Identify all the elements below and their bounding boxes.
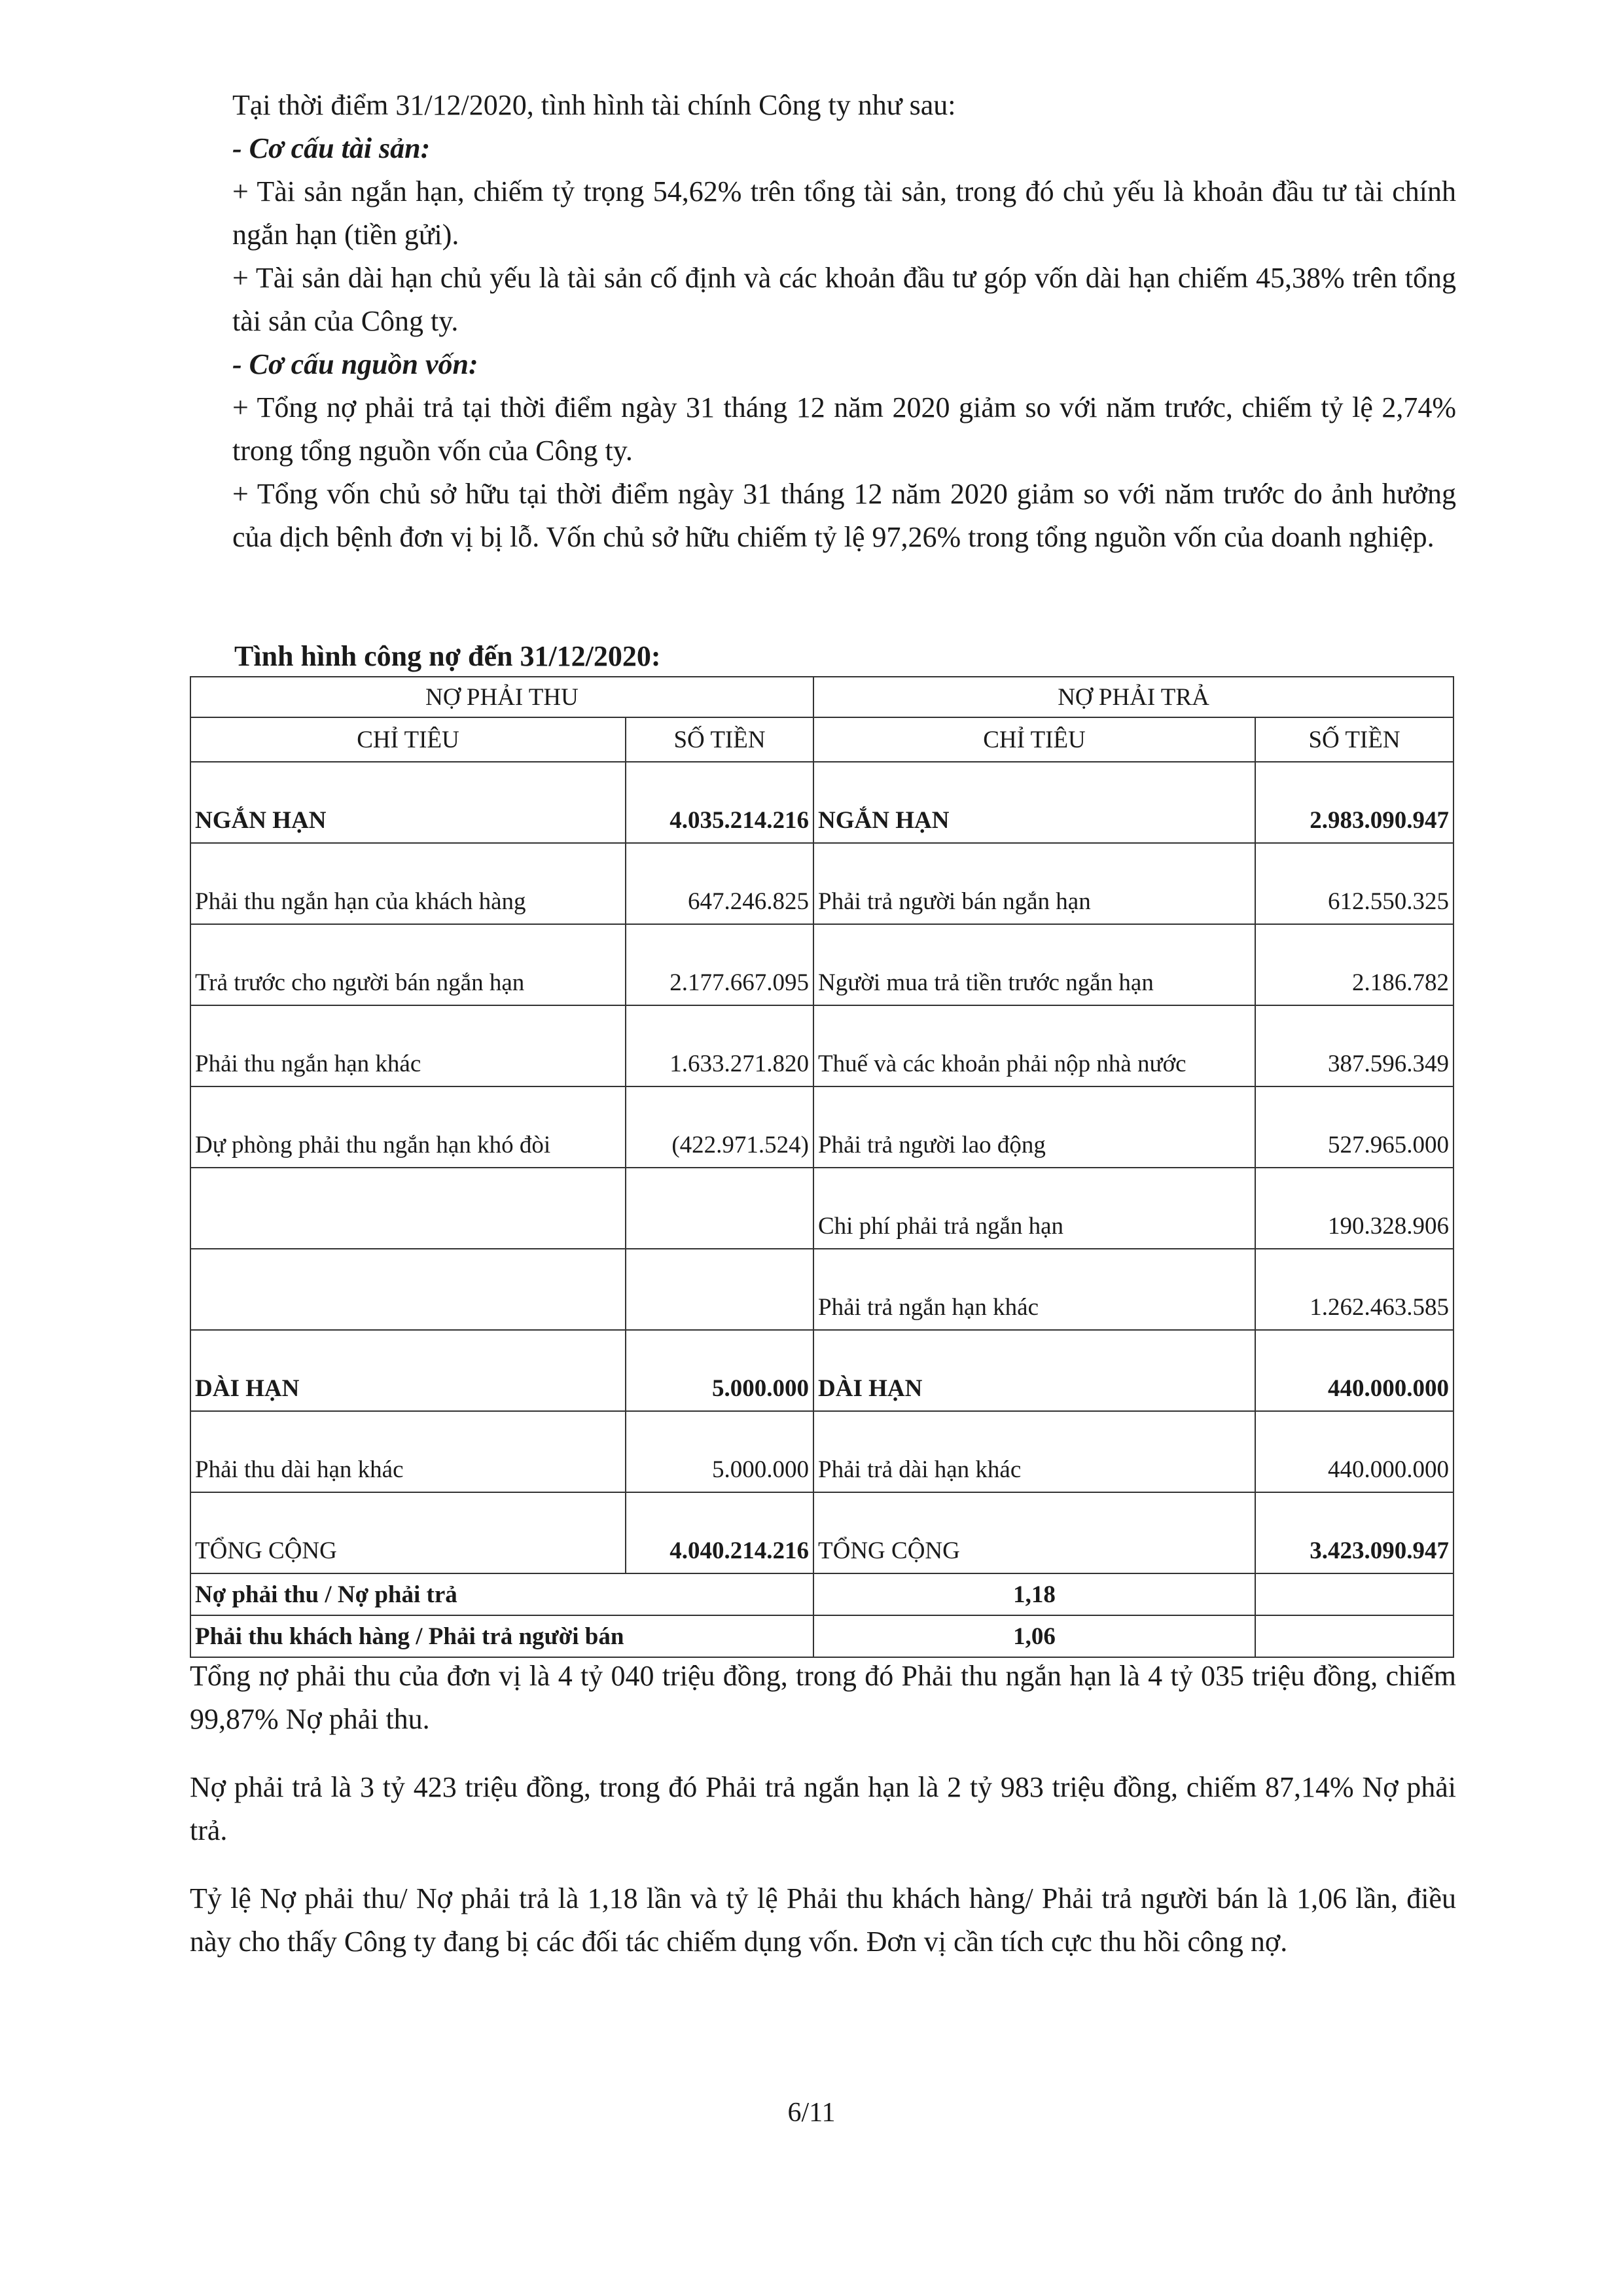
cell: Phải trả người bán ngắn hạn — [813, 843, 1255, 924]
column-header: CHỈ TIÊU — [190, 717, 626, 762]
cell: 190.328.906 — [1255, 1168, 1454, 1249]
summary-section — [190, 1655, 1456, 1988]
cell: Phải trả người lao động — [813, 1086, 1255, 1168]
table-row — [190, 924, 1454, 1005]
cell: Thuế và các khoản phải nộp nhà nước — [813, 1005, 1255, 1086]
receivable-group-header: NỢ PHẢI THU — [190, 677, 813, 717]
summary-paragraph: Tổng nợ phải thu của đơn vị là 4 tỷ 040 triệu đồng, trong đó Phải thu ngắn hạn là 4 tỷ 035 triệu đồng, chiếm 99,87% Nợ phải thu. — [190, 1660, 1456, 1735]
table-row — [190, 843, 1454, 924]
cell: Phải thu dài hạn khác — [190, 1411, 626, 1492]
ratio-label: Nợ phải thu / Nợ phải trả — [190, 1573, 813, 1615]
cell: Dự phòng phải thu ngắn hạn khó đòi — [190, 1086, 626, 1168]
column-header: CHỈ TIÊU — [813, 717, 1255, 762]
asset-item: + Tài sản ngắn hạn, chiếm tỷ trọng 54,62% trên tổng tài sản, trong đó chủ yếu là khoản đầu tư tài chính ngắn hạn (tiền gửi). — [232, 175, 1456, 251]
intro-line: Tại thời điểm 31/12/2020, tình hình tài chính Công ty như sau: — [232, 89, 956, 121]
cell: 647.246.825 — [626, 843, 813, 924]
cell — [626, 1249, 813, 1330]
cell: 440.000.000 — [1255, 1330, 1454, 1411]
table-row — [190, 1005, 1454, 1086]
column-header: SỐ TIỀN — [626, 717, 813, 762]
cell — [626, 1168, 813, 1249]
cell: Phải thu ngắn hạn của khách hàng — [190, 843, 626, 924]
asset-structure-heading: - Cơ cấu tài sản: — [232, 132, 431, 164]
cell: 612.550.325 — [1255, 843, 1454, 924]
summary-paragraph: Nợ phải trả là 3 tỷ 423 triệu đồng, trong đó Phải trả ngắn hạn là 2 tỷ 983 triệu đồng, chiếm 87,14% Nợ phải trả. — [190, 1771, 1456, 1846]
table-row — [190, 1249, 1454, 1330]
table-title: Tình hình công nợ đến 31/12/2020: — [234, 640, 661, 672]
table-column-header — [190, 717, 1454, 762]
column-header: SỐ TIỀN — [1255, 717, 1454, 762]
cell: 1.262.463.585 — [1255, 1249, 1454, 1330]
table-group-header — [190, 677, 1454, 717]
cell — [1255, 1615, 1454, 1657]
ratio-value: 1,18 — [813, 1573, 1255, 1615]
cell: 2.177.667.095 — [626, 924, 813, 1005]
cell: Trả trước cho người bán ngắn hạn — [190, 924, 626, 1005]
cell: (422.971.524) — [626, 1086, 813, 1168]
table-row — [190, 762, 1454, 843]
cell: 4.035.214.216 — [626, 762, 813, 843]
ratio-row — [190, 1573, 1454, 1615]
cell: DÀI HẠN — [813, 1330, 1255, 1411]
asset-item: + Tài sản dài hạn chủ yếu là tài sản cố định và các khoản đầu tư góp vốn dài hạn chiếm 45,38% trên tổng tài sản của Công ty. — [232, 262, 1456, 337]
cell — [1255, 1573, 1454, 1615]
cell: NGẮN HẠN — [190, 762, 626, 843]
cell: Phải trả dài hạn khác — [813, 1411, 1255, 1492]
cell: 2.983.090.947 — [1255, 762, 1454, 843]
capital-structure-heading: - Cơ cấu nguồn vốn: — [232, 348, 478, 380]
cell — [190, 1168, 626, 1249]
debt-table — [190, 676, 1454, 1658]
cell: 527.965.000 — [1255, 1086, 1454, 1168]
cell: 3.423.090.947 — [1255, 1492, 1454, 1573]
table-row — [190, 1411, 1454, 1492]
cell: NGẮN HẠN — [813, 762, 1255, 843]
ratio-row — [190, 1615, 1454, 1657]
page-number: 6/11 — [787, 2098, 836, 2128]
cell: 440.000.000 — [1255, 1411, 1454, 1492]
financial-overview — [232, 84, 1456, 559]
capital-item: + Tổng nợ phải trả tại thời điểm ngày 31 tháng 12 năm 2020 giảm so với năm trước, chiếm tỷ lệ 2,74% trong tổng nguồn vốn của Công ty. — [232, 391, 1456, 467]
cell: 5.000.000 — [626, 1330, 813, 1411]
cell: Phải trả ngắn hạn khác — [813, 1249, 1255, 1330]
table-row — [190, 1168, 1454, 1249]
cell: 5.000.000 — [626, 1411, 813, 1492]
cell: DÀI HẠN — [190, 1330, 626, 1411]
cell: 1.633.271.820 — [626, 1005, 813, 1086]
ratio-value: 1,06 — [813, 1615, 1255, 1657]
capital-item: + Tổng vốn chủ sở hữu tại thời điểm ngày 31 tháng 12 năm 2020 giảm so với năm trước do ảnh hưởng của dịch bệnh đơn vị bị lỗ. Vốn chủ sở hữu chiếm tỷ lệ 97,26% trong tổng nguồn vốn của doanh nghiệp. — [232, 478, 1456, 553]
table-row-total — [190, 1492, 1454, 1573]
cell: 2.186.782 — [1255, 924, 1454, 1005]
table-row — [190, 1086, 1454, 1168]
cell: 4.040.214.216 — [626, 1492, 813, 1573]
cell: Chi phí phải trả ngắn hạn — [813, 1168, 1255, 1249]
cell: 387.596.349 — [1255, 1005, 1454, 1086]
cell: TỔNG CỘNG — [813, 1492, 1255, 1573]
payable-group-header: NỢ PHẢI TRẢ — [813, 677, 1454, 717]
ratio-label: Phải thu khách hàng / Phải trả người bán — [190, 1615, 813, 1657]
cell — [190, 1249, 626, 1330]
table-row — [190, 1330, 1454, 1411]
cell: Phải thu ngắn hạn khác — [190, 1005, 626, 1086]
cell: Người mua trả tiền trước ngắn hạn — [813, 924, 1255, 1005]
cell: TỔNG CỘNG — [190, 1492, 626, 1573]
summary-paragraph: Tỷ lệ Nợ phải thu/ Nợ phải trả là 1,18 lần và tỷ lệ Phải thu khách hàng/ Phải trả người bán là 1,06 lần, điều này cho thấy Công ty đang bị các đối tác chiếm dụng vốn. Đơn vị cần tích cực thu hồi công nợ. — [190, 1882, 1456, 1958]
